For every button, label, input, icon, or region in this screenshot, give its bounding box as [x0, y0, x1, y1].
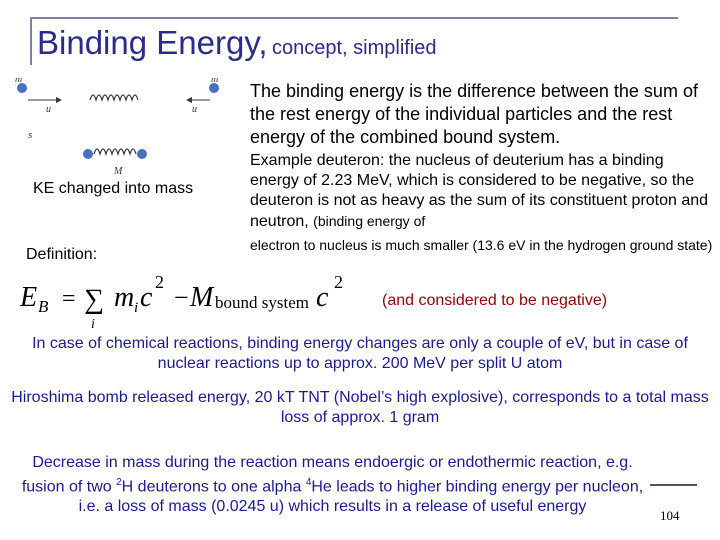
formula-equals: = [62, 286, 76, 312]
formula-sum-index: i [91, 317, 95, 332]
mass-decrease-paragraph [20, 453, 645, 517]
label-m-right: m [211, 78, 219, 85]
deuteron-text: Example deuteron: the nucleus of deuterium has a binding energy of 2.23 MeV, which is considered to be negative, so the deuteron is not as heavy as the sum of its constituent proton and neutron, [250, 152, 709, 230]
title-main: Binding Energy, [37, 24, 268, 61]
chemical-paragraph: In case of chemical reactions, binding energy changes are only a couple of eV, but in case of nuclear reactions up to approx. 200 MeV per split U atom [32, 335, 688, 372]
label-u-left: u [46, 104, 51, 115]
label-M: M [114, 166, 123, 177]
formula-m: m [114, 282, 135, 313]
title-frame-top [30, 17, 678, 19]
particle-bound-left [83, 149, 93, 159]
binding-energy-formula [20, 272, 365, 334]
deuteron-paragraph [250, 151, 716, 232]
dec-text-2: H deuterons to one alpha [121, 478, 306, 496]
formula-c2: c [316, 282, 329, 313]
title-frame-left [30, 17, 32, 65]
dec-text-3: He leads to higher binding energy per nucleon, i.e. a loss of mass (0.0245 u) which results in a release of useful energy [78, 478, 644, 516]
formula-sum: ∑ [84, 284, 104, 315]
particle-bound-right [137, 149, 147, 159]
deuteron-aside: (binding energy of [313, 213, 426, 229]
label-s: s [28, 129, 33, 141]
formula-exp1: 2 [155, 272, 164, 292]
formula-exp2: 2 [334, 272, 343, 292]
footer-rule [650, 484, 697, 486]
binding-diagram [12, 78, 242, 178]
formula-minus: − [174, 283, 189, 312]
formula-i: i [134, 300, 139, 316]
formula-E: E [20, 282, 38, 313]
formula-B: B [38, 297, 49, 316]
formula-bound-system: bound system [215, 293, 309, 312]
formula-M: M [190, 282, 214, 313]
label-u-right: u [192, 104, 197, 115]
dec-sup-2: 4 [305, 477, 312, 488]
definition-paragraph: The binding energy is the difference between the sum of the rest energy of the individual particles and the rest energy of the combined bound system. [250, 81, 698, 147]
negative-note: (and considered to be negative) [382, 292, 608, 309]
formula-c1: c [140, 282, 153, 313]
dec-text-1: Decrease in mass during the reaction means endoergic or endothermic reaction, e.g. fusion of two [21, 454, 633, 496]
ke-label: KE changed into mass [33, 180, 194, 197]
spring-bound [94, 149, 136, 154]
hiroshima-paragraph: Hiroshima bomb released energy, 20 kT TNT (Nobel’s high explosive), corresponds to a total mass loss of approx. 1 gram [11, 389, 709, 426]
velocity-arrow-right-head [186, 97, 192, 103]
electron-note: electron to nucleus is much smaller (13.6 eV in the hydrogen ground state) [250, 237, 713, 253]
page-number: 104 [660, 508, 680, 523]
slide-title [37, 24, 437, 62]
velocity-arrow-left-head [56, 97, 62, 103]
spring-free [90, 95, 138, 100]
dec-sup-1: 2 [116, 477, 122, 488]
label-m-left: m [15, 78, 23, 85]
title-subtitle: concept, simplified [272, 37, 437, 59]
definition-label: Definition: [26, 246, 98, 263]
